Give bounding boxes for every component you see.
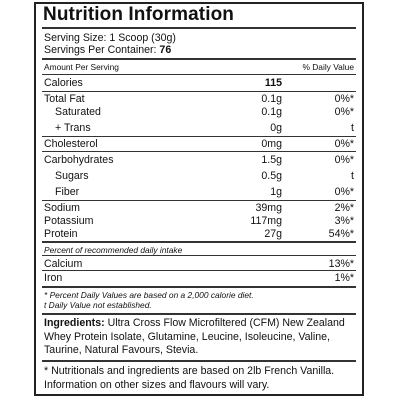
footnote-divider bbox=[42, 313, 356, 315]
servings-value: 76 bbox=[159, 44, 172, 56]
ingredients-block bbox=[44, 317, 356, 358]
mineral-name: Iron bbox=[44, 272, 63, 284]
nutrient-dv: 0%* bbox=[334, 154, 354, 166]
nutrient-dv: 0%* bbox=[334, 93, 354, 105]
ingredients-text: Ultra Cross Flow Microfiltered (CFM) New Zealand Whey Protein Isolate, Glutamine, Leucine, Isoleucine, Valine, Taurine, Natural Favours, Stevia. bbox=[44, 317, 345, 356]
nutrition-panel bbox=[34, 2, 364, 396]
nutrient-name: Cholesterol bbox=[44, 138, 98, 150]
nutrient-amount: 1g bbox=[270, 186, 282, 198]
footnote-not-established: t Daily Value not established. bbox=[44, 300, 152, 310]
row-divider bbox=[42, 136, 356, 137]
row-divider bbox=[42, 270, 356, 271]
nutrient-name: Sodium bbox=[44, 202, 80, 214]
ingredients-divider bbox=[42, 360, 356, 362]
row-divider bbox=[42, 151, 356, 152]
mineral-name: Calcium bbox=[44, 258, 83, 270]
nutrient-name: Total Fat bbox=[44, 93, 85, 105]
amount-per-serving-header: Amount Per Serving bbox=[44, 62, 119, 72]
ingredients-label: Ingredients: bbox=[44, 317, 105, 329]
nutrient-dv: 54%* bbox=[328, 228, 354, 240]
servings-label: Servings Per Container: bbox=[44, 44, 157, 56]
nutrient-amount: 0.1g bbox=[261, 106, 282, 118]
nutrient-name: + Trans bbox=[55, 122, 91, 134]
nutrient-name: Potassium bbox=[44, 215, 94, 227]
nutrient-dv: 0%* bbox=[334, 138, 354, 150]
nutrient-dv: 3%* bbox=[334, 215, 354, 227]
row-divider bbox=[42, 91, 356, 92]
nutrient-amount: 0mg bbox=[261, 138, 282, 150]
nutrient-name: Saturated bbox=[55, 106, 101, 118]
nutrient-dv: 2%* bbox=[334, 202, 354, 214]
nutrient-amount: 117mg bbox=[250, 215, 282, 227]
nutrient-dv: 0%* bbox=[334, 106, 354, 118]
nutrient-amount: 27g bbox=[264, 228, 282, 240]
nutrient-name: Sugars bbox=[55, 170, 89, 182]
percent-intake-note: Percent of recommended daily intake bbox=[44, 245, 183, 255]
row-divider bbox=[42, 200, 356, 201]
nutrient-dv: t bbox=[351, 170, 354, 182]
serving-divider bbox=[42, 58, 356, 60]
footnote-daily-values: * Percent Daily Values are based on a 2,000 calorie diet. bbox=[44, 290, 254, 300]
nutrient-amount: 115 bbox=[264, 77, 282, 89]
nutrient-amount: 1.5g bbox=[261, 154, 282, 166]
nutrient-amount: 0.1g bbox=[261, 93, 282, 105]
nutrient-name: Fiber bbox=[55, 186, 80, 198]
intake-divider bbox=[42, 255, 356, 256]
servings-per-container bbox=[44, 44, 171, 56]
bottom-note: * Nutritionals and ingredients are based on 2lb French Vanilla. Information on other sizes and flavours will vary. bbox=[44, 365, 335, 391]
mineral-dv: 1%* bbox=[334, 272, 354, 284]
mineral-dv: 13%* bbox=[328, 258, 354, 270]
serving-size: Serving Size: 1 Scoop (30g) bbox=[44, 32, 176, 44]
nutrient-amount: 39mg bbox=[255, 202, 282, 214]
nutrient-name: Carbohydrates bbox=[44, 154, 114, 166]
nutrient-name: Protein bbox=[44, 228, 78, 240]
daily-value-header: % Daily Value bbox=[302, 62, 354, 72]
header-divider bbox=[42, 74, 356, 75]
nutrient-dv: t bbox=[351, 122, 354, 134]
minerals-divider bbox=[42, 286, 356, 288]
title-divider bbox=[42, 27, 356, 29]
panel-title: Nutrition Information bbox=[43, 4, 235, 25]
nutrient-name: Calories bbox=[44, 77, 83, 89]
nutrient-dv: 0%* bbox=[334, 186, 354, 198]
nutrient-amount: 0.5g bbox=[261, 170, 282, 182]
protein-divider bbox=[42, 241, 356, 243]
nutrient-amount: 0g bbox=[270, 122, 282, 134]
